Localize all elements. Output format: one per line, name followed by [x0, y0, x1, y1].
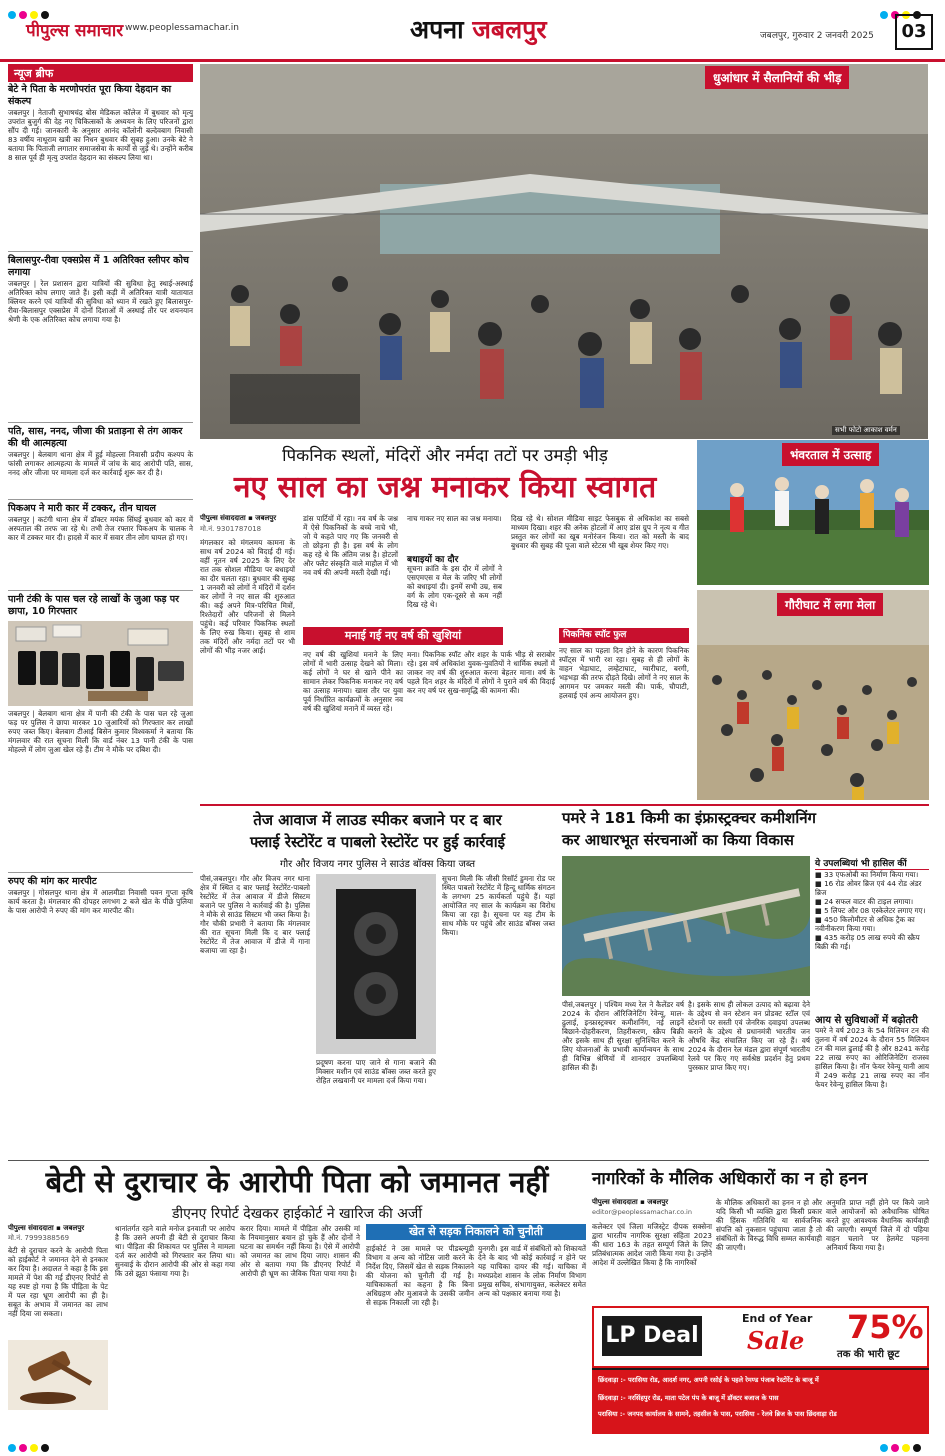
- byline-name: पीपुल्स संवाददाता: [8, 1224, 54, 1232]
- khushiyan-body-col2: मना। पिकनिक स्पॉट और शहर के पार्क भीड़ से सराबोर रहे। इस वर्ष अधिकांश युवक-युवतियों ने धार्मिक स्थलों में जाकर नए वर्ष की शुरुआत करना बेहतर माना। वर्ष के पहले दिन शहर के मंदिरों में लोगों ने पुराने वर्ष की विदाई कर नए वर्ष पर सुख-समृद्धि की कामना की।: [407, 650, 555, 695]
- rights-body-col3: अनुमति प्राप्त नहीं होने पर किये जाने वाले आयोजनों को अवैधानिक घोषित करते हुए आवश्यक वैधानिक कार्यवाही की जाएगी। सम्पूर्ण जिले में दो पहिया वाहन चलाने पर हेलमेट पहनना अनिवार्य किया गया है।: [826, 1198, 929, 1252]
- achievement-text: 24 सफल वाटर की टाइल लगाया।: [824, 897, 914, 906]
- photo-credit: सभी फोटो आकाश वर्मन: [832, 426, 900, 435]
- brief-item: [8, 426, 193, 496]
- khushiyan-headline: मनाई गई नए वर्ष की खुशियां: [303, 627, 503, 645]
- masthead: [0, 0, 945, 62]
- bail-body-col1: बेटी से दुराचार करने के आरोपी पिता को हाईकोर्ट ने जमानत देने से इनकार कर दिया है। अदालत ने कहा है कि इस मामले में पेश की गई डीएनए रिपोर्ट से यह स्पष्ट हो गया है कि पीड़िता के पेट में पल रहा भ्रूण आरोपी का ही है। सबूत के अभाव में जमानत का लाभ नहीं दिया जा सकता।: [8, 1246, 108, 1318]
- sound-box-photo: [316, 874, 436, 1054]
- achievement-item: ■ 5 लिफ्ट और 08 एस्केलेटर लगाए गए।: [815, 906, 926, 915]
- lead-headline: नए साल का जश्न मनाकर किया स्वागत: [233, 470, 657, 505]
- ad-percent: 75%: [847, 1308, 924, 1346]
- achievement-text: 5 लिफ्ट और 08 एस्केलेटर लगाए गए।: [824, 906, 926, 915]
- picnic-body: नए साल का पहला दिन होने के कारण पिकनिक स्पॉट्स में भारी रश रहा। सुबह से ही लोगों के वाहन भेड़ाघाट, लम्हेटाघाट, ग्वारीघाट, बरगी, भड़भड़ा की तरफ दौड़ते दिखे। लोगों ने नए साल के आगमन पर जमकर मस्ती की। पार्क, चौपाटी, हलवाई एवं अन्य आयोजन हुए।: [559, 646, 689, 700]
- brief-item: [8, 503, 193, 587]
- edition-date: जबलपुर, गुरुवार 2 जनवरी 2025: [760, 31, 874, 41]
- photo-tag-bhanwartal: भंवरताल में उत्साह: [782, 443, 879, 466]
- ad-eoy: End of Year: [742, 1312, 813, 1325]
- lead-mobile: मो.नं. 9301787018: [200, 525, 262, 533]
- bhanwartal-photo: [697, 440, 929, 585]
- news-brief-label: न्यूज ब्रीफ: [8, 64, 193, 82]
- achievement-text: 16 रोड ओवर ब्रिज एवं 44 रोड अंडर ब्रिज: [815, 879, 922, 897]
- achievement-text: 33 एफओबी का निर्माण किया गया।: [824, 870, 919, 879]
- photo-tag-gaurighat: गौरीघाट में लगा मेला: [777, 593, 883, 616]
- brand-logo: पीपुल्स समाचार: [26, 21, 124, 41]
- fair-crowd-image: [697, 590, 929, 800]
- divider: [8, 1160, 929, 1161]
- brief-headline: बेटे ने पिता के मरणोपरांत पूरा किया देहदान का संकल्प: [8, 84, 172, 107]
- seized-phones-image: [8, 621, 193, 706]
- achievement-item: ■ 16 रोड ओवर ब्रिज एवं 44 रोड अंडर ब्रिज: [815, 879, 922, 897]
- loudspeaker-headline-2: फ्लाई रेस्टोरेंट व पाबलो रेस्टोरेंट पर हुई कार्रवाई: [250, 833, 505, 851]
- gavel-image: [8, 1340, 108, 1410]
- wcr-body-col2: है। इसके साथ ही लोकल उत्पाद को बढ़ावा देने के उद्देश्य से वन स्टेशन वन प्रोडक्ट स्टॉल एवं स्टेशनों पर सस्ती एवं जेनरिक दवाइयां उपलब्ध कराने के उद्देश्य से प्रधानमंत्री भारतीय जन औषधि केंद्र संचालित किए जा रहे हैं। वर्ष 2024 के दौरान रेल मंडल द्वारा संपूर्ण भारतीय रेलवे पर किए गए सर्वश्रेष्ठ प्रदर्शन हेतु प्रथम पुरस्कार प्राप्त किए गए।: [688, 1000, 810, 1072]
- lead-body-col4: दिख रहे थे। सोशल मीडिया साइट फेसबुक से अधिकांश का सबसे माध्यम दिखा। शहर की अनेक होटलों में आए डांस ग्रुप ने नृत्य व गीत प्रस्तुत कर लोगों का खूब मनोरंजन किया। रात को मस्ती के बाद बुधवार की सुबह की पूजा वाले स्टेटस भी खूब शेयर किए गए।: [511, 514, 689, 550]
- brief-headline: पानी टंकी के पास चल रहे लाखों के जुआ फड़ पर छापा, 10 गिरफ्तार: [8, 594, 180, 617]
- rights-email[interactable]: editor@peoplessamachar.co.in: [592, 1208, 692, 1216]
- lead-kicker: पिकनिक स्थलों, मंदिरों और नर्मदा तटों पर उमड़ी भीड़: [282, 446, 608, 466]
- lead-body-col2: डांस पार्टियों में रहा। नव वर्ष के जश्न में ऐसे पिकनिकों के बच्चे नाचे भी, जो ये कहते पाए गए कि जनवरी से तो छोड़ना ही है। इस वर्ष के लोग कह रहे थे कि अंतिम जश्न है। होटलों और फ्लैट संस्कृति वाले माहौल में भी नव वर्ष की अपनी मस्ती देखी गई।: [303, 514, 398, 577]
- lead-body-col1: मंगलकार को मंगलमय कामना के साथ वर्ष 2024 को विदाई दी गई। वहीं नूतन वर्ष 2025 के लिए देर रात तक सोशल मीडिया पर बधाइयों का दौर चलता रहा। बुधवार की सुबह 1 जनवरी को लोगों ने मंदिरों में दर्शन कर लोगों ने नए साल की शुरुआत की। कई अपने मित्र-परिचित मित्रों, रिश्तेदारों और परिजनों से मिलने पहुंचे। कई परिवार पिकनिक स्थलों के लिए रुख किया। सुबह से शाम तक मंदिरों और नर्मदा तटों पर भी लोगों की भीड़ नजर आई।: [200, 538, 295, 655]
- brief-headline: पिकअप ने मारी कार में टक्कर, तीन घायल: [8, 503, 156, 514]
- brief-body: जबलपुर | बेलबाग थाना क्षेत्र में पानी की टंकी के पास चल रहे जुआ फड़ पर पुलिस ने छापा मारकर 10 जुआरियों को गिरफ्तार कर लाखों रुपए जब्त किए। बेलबाग टीआई बिसेन कुमार विश्वकर्मा ने बताया कि मंगलवार की रात सूचना मिली कि वार्ड नंबर 13 पानी टंकी के पास मोहल्ले में लोग जुआ खेल रहे हैं। टीम ने मौके पर दबिश दी।: [8, 709, 193, 754]
- achievement-item: ■ 24 सफल वाटर की टाइल लगाया।: [815, 897, 914, 906]
- byline-city: जबलपुर: [647, 1198, 669, 1206]
- footer-registration-marks: [8, 1437, 52, 1456]
- loudspeaker-body-col2: सूचना मिली कि जीसी रिसॉर्ट डुमना रोड पर स्थित पाबलो रेस्टोरेंट में हिन्दू धार्मिक संगठन के लगभग 25 कार्यकर्ता पहुंचे हैं। यहां आयोजित नए साल के कार्यक्रम का विरोध किया जा रहा है। सूचना पर यह टीम के साथ मौके पर पहुंचे और साउंड बॉक्स जब्त किया।: [442, 874, 555, 937]
- brief-body: जबलपुर | कटंगी थाना क्षेत्र में डॉक्टर मयंक सिंघई बुधवार को कार में अस्पताल की तरफ जा रहे थे। तभी तेज रफ्तार पिकअप के चालक ने कार में टक्कर मार दी। हादसे में कार में सवार तीन लोग घायल हो गए।: [8, 515, 193, 542]
- footer-registration-marks-right: [880, 1437, 924, 1456]
- achievement-item: ■ 435 करोड़ 05 लाख रुपये की स्क्रैप बिक्री की गई।: [815, 933, 920, 951]
- news-brief-column: [8, 84, 193, 915]
- section-divider: [200, 804, 929, 806]
- loudspeaker-subhead: गौर और विजय नगर पुलिस ने साउंड बॉक्स किया जब्त: [279, 859, 476, 870]
- rights-body-col2: के मौलिक अधिकारों का हनन न हो और यदि किसी भी व्यक्ति द्वारा किसी प्रकार की हिंसक गतिविधि या सार्वजनिक संपत्ति को नुकसान पहुंचाया जाता है तो संबंधितों के विरुद्ध विधि सम्मत कार्यवाही की जाएगी।: [716, 1198, 822, 1252]
- brief-headline: पति, सास, ननद, जीजा की प्रताड़ना से तंग आकर की थी आत्महत्या: [8, 426, 183, 449]
- income-body: पमरे ने वर्ष 2023 के 54 मिलियन टन की तुलना में वर्ष 2024 के दौरान 55 मिलियन टन की माल ढुलाई की है और 8241 करोड़ 22 लाख रुपए का ओरिजिनेटिंग राजस्व हासिल किया है। नॉन फेयर रेवेन्यू यानी आय में 249 करोड़ 21 लाख रुपए का नॉन फेयर रेवेन्यू हासिल किया है।: [815, 1026, 929, 1089]
- photo-tag-dhuandhar: धुआंधार में सैलानियों की भीड़: [705, 66, 849, 89]
- byline-name: पीपुल्स संवाददाता: [592, 1198, 638, 1206]
- achievement-text: 435 करोड़ 05 लाख रुपये की स्क्रैप बिक्री की गई।: [815, 933, 920, 951]
- gavel-photo: [8, 1340, 108, 1410]
- income-heading: आय से सुविधाओं में बढ़ोतरी: [815, 1015, 918, 1026]
- lead-subhead: बधाइयों का दौर: [407, 555, 459, 565]
- lead-body-col3: नाच गाकर नए साल का जश्न मनाया।: [407, 514, 502, 523]
- ad-brand: LP Deal: [602, 1316, 702, 1356]
- bail-headline: बेटी से दुराचार के आरोपी पिता को जमानत नहीं: [45, 1165, 549, 1199]
- section-title-a: अपना: [410, 15, 464, 44]
- byline-city: जबलपुर: [255, 514, 277, 522]
- lead-byline: पीपुल्स संवाददाता ▪ जबलपुर: [200, 514, 277, 522]
- khet-headline: खेत से सड़क निकालने को चुनौती: [366, 1224, 586, 1240]
- page-number: 03: [895, 14, 933, 50]
- achievements-list: [815, 870, 929, 970]
- ad-sale: Sale: [747, 1326, 805, 1355]
- bail-mobile: मो.नं. 7999388569: [8, 1234, 70, 1242]
- achievement-item: ■ 33 एफओबी का निर्माण किया गया।: [815, 870, 919, 879]
- brief-headline: रुपए की मांग कर मारपीट: [8, 876, 97, 887]
- wcr-headline-1: पमरे ने 181 किमी का इंफ्रास्ट्रक्चर कमीशनिंग: [562, 809, 816, 827]
- rights-body-col1: कलेक्टर एवं जिला मजिस्ट्रेट दीपक सक्सेना द्वारा भारतीय नागरिक सुरक्षा संहिता 2023 की धारा 163 के तहत सम्पूर्ण जिले के लिए प्रतिबंधात्मक आदेश जारी किया गया है। उन्होंने आदेश में उल्लेखित किया है कि नागरिकों: [592, 1222, 712, 1267]
- brief-item: [8, 84, 193, 248]
- brief-body: जबलपुर | गोसलपुर थाना क्षेत्र में आलमीडा निवासी पवन गुप्ता कृषि कार्य करता है। मंगलवार की दोपहर लगभग 2 बजे खेत के पीछे पुलिया के पास आरोपी ने रुपए की मांग कर मारपीट की।: [8, 888, 193, 915]
- byline-city: जबलपुर: [63, 1224, 85, 1232]
- loudspeaker-headline-1: तेज आवाज में लाउड स्पीकर बजाने पर द बार: [253, 811, 502, 829]
- bail-byline: पीपुल्स संवाददाता ▪ जबलपुर: [8, 1224, 85, 1232]
- crowd-image: [200, 64, 928, 439]
- wcr-headline-2: कर आधारभूत संरचनाओं का किया विकास: [562, 831, 794, 849]
- brief-headline: बिलासपुर-रीवा एक्सप्रेस में 1 अतिरिक्त स्लीपर कोच लगाया: [8, 255, 189, 278]
- gaurighat-photo: [697, 590, 929, 800]
- bail-subhead: डीएनए रिपोर्ट देखकर हाईकोर्ट ने खारिज की अर्जी: [172, 1206, 422, 1222]
- picnic-headline: पिकनिक स्पॉट फुल: [559, 628, 689, 643]
- ad-address-2: छिंदवाड़ा :- नरसिंहपुर रोड, माता पटेल पंप के बाजू में डॉक्टर बजाज के पास: [598, 1394, 779, 1402]
- lp-deal-ad[interactable]: [592, 1306, 929, 1434]
- khet-body-col1: हाईकोर्ट ने उस मामले पर पीडब्ल्यूडी विभाग व अन्य को नोटिस जारी करने के निर्देश दिए, जिसमें खेत से सड़क निकालने की योजना को चुनौती दी गई है। याचिकाकर्ता का कहना है कि बिना अधिग्रहण और मुआवजे के उसकी जमीन से सड़क निकाली जा रही है।: [366, 1244, 474, 1307]
- sound-box-caption: प्रदूषण करना पाए जाने से गाना बजाने की मिक्सर मशीन एवं साउंड बॉक्स जब्त करते हुए रोहित लखवानी पर मामला दर्ज किया गया।: [316, 1058, 436, 1085]
- railway-bridge-image: [562, 856, 810, 996]
- section-title-b: जबलपुर: [472, 15, 547, 44]
- dhuandhar-crowd-photo: [200, 64, 928, 439]
- lead-body-col3b: सूचना क्रांति के इस दौर में लोगों ने एसएमएस व मेल के जरिए भी लोगों को बधाइयां दी। इनमें सभी उम्र, सब वर्ग के लोग एक-दूसरे से कम नहीं दिख रहे थे।: [407, 564, 502, 609]
- brief-item: [8, 255, 193, 419]
- achievement-text: 450 किलोमीटर से अधिक ट्रैक का नवीनीकरण किया गया।: [815, 915, 915, 933]
- achievement-item: ■ 450 किलोमीटर से अधिक ट्रैक का नवीनीकरण किया गया।: [815, 915, 915, 933]
- achievements-heading: ये उपलब्धियां भी हासिल कीं: [815, 856, 929, 870]
- brief-body: जबलपुर | रेल प्रशासन द्वारा यात्रियों की सुविधा हेतु स्थाई-अस्थाई अतिरिक्त कोच लगाए जाते हैं। इसी कड़ी में अतिरिक्त यात्री यातायात क्लियर करने एवं यात्रियों की सुविधा को ध्यान में रखते हुए बिलासपुर-रीवा-बिलासपुर एक्सप्रेस में दोनों दिशाओं में अस्थाई तौर पर शयनयान श्रेणी के एक अतिरिक्त कोच लगाया गया है।: [8, 279, 193, 324]
- byline-name: पीपुल्स संवाददाता: [200, 514, 246, 522]
- rights-byline: पीपुल्स संवाददाता ▪ जबलपुर: [592, 1198, 669, 1206]
- section-title: [410, 12, 547, 46]
- gambling-evidence-photo: [8, 621, 193, 706]
- bail-body-col3: करार दिया। मामले में पीड़िता और उसकी मां के नियमानुसार बयान हो चुके हैं और दोनों ने घटना का समर्थन नहीं किया है। ऐसे में आरोपी को जमानत का लाभ दिया जाए। शासन की ओर से बताया गया कि डीएनए रिपोर्ट में आरोपी ही भ्रूण का जैविक पिता पाया गया है।: [240, 1224, 360, 1278]
- loudspeaker-body-col1: पीसं,जबलपुर। गौर और विजय नगर थाना क्षेत्र में स्थित द बार फ्लाई रेस्टोरेंट-पाबलो रेस्टोरेंट में तेज आवाज में डीजे सिस्टम बजाने पर पुलिस ने कार्रवाई की है। पुलिस ने मौके से साउंड सिस्टम भी जब्त किया है। गौर चौकी प्रभारी ने बताया कि मंगलवार की रात सूचना मिली कि द बार फ्लाई रेस्टोरेंट में तेज आवाज में डीजे में गाना बजाया जा रहा है।: [200, 874, 310, 955]
- khushiyan-body-col1: नए वर्ष की खुशियां मनाने के लिए लोगों में भारी उत्साह देखने को मिला। कई लोगों ने घर से खाने पीने का सामान लेकर पिकनिक मनाकर नए वर्ष का उत्साह मनाया। खास तौर पर युवा पूर्व निर्धारित कार्यक्रमों के अनुसार नव वर्ष की खुशियां मनाने में व्यस्त रहे।: [303, 650, 403, 713]
- website-url[interactable]: www.peoplessamachar.in: [125, 23, 239, 33]
- brief-body: जबलपुर | नेताजी सुभाषचंद्र बोस मेडिकल कॉलेज में बुधवार को मृत्यु उपरांत बुजुर्ग की देह नए चिकित्सकों के अध्ययन के लिए परिजनों द्वारा सौंप दी गई। जानकारी के अनुसार आनंद कॉलोनी बल्देवबाग निवासी 83 वर्षीय नाथूराम खत्री का निधन बुधवार की सुबह हुआ। उनके बेटे ने बताया कि पिताजी लगातार समाजसेवा के कार्यों से जुड़े थे। उन्होंने करीब 8 साल पूर्व ही मृत्यु उपरांत देहदान का संकल्प लिया था।: [8, 108, 193, 162]
- bail-body-col2: थानांतर्गत रहने वाले मनोज इनवाती पर आरोप है कि उसने अपनी ही बेटी से दुराचार किया था। पीड़िता की शिकायत पर पुलिस ने मामला दर्ज कर आरोपी को गिरफ्तार कर लिया था। सुनवाई के दौरान आरोपी की ओर से कहा गया कि उसे झूठा फंसाया गया है।: [115, 1224, 235, 1278]
- bridge-photo: [562, 856, 810, 996]
- ad-tagline: तक की भारी छूट: [837, 1349, 900, 1360]
- brief-body: जबलपुर | बेलबाग थाना क्षेत्र में हुई मोहल्ला निवासी प्रदीप कश्यप के फांसी लगाकर आत्महत्या के मामले में जांच के बाद आरोपी पति, सास, ननद और जीजा पर मामला दर्ज कर कार्रवाई शुरू कर दी है।: [8, 450, 193, 477]
- ad-address-1: छिंदवाड़ा :- परासिया रोड, आदर्श नगर, अपनी रसोई के पहले रेमण्ड पंजाब रेस्टोरेंट के बाजू में: [598, 1376, 819, 1384]
- wcr-body-col1: पीसं,जबलपुर | पश्चिम मध्य रेल ने कैलेंडर वर्ष 2024 के दौरान ऑरिजिनेटिंग रेवेन्यू, माल-ढुलाई, इन्फ्रास्ट्रक्चर कमीशनिंग, नई लाइनें बिछाने-दोहरीकरण, तिहरीकरण, स्क्रैप बिक्री और इसके साथ ही सुरक्षा सुनिश्चित करने के लिए योजनाओं के प्रभावी कार्यान्वयन के साथ ही विभिन्न श्रेणियों में शानदार उपलब्धियां हासिल की हैं।: [562, 1000, 684, 1072]
- ad-address-3: परासिया :- जनपद कार्यालय के सामने, तहसील के पास, परासिया - रेलवे ब्रिज के पास छिंदवाड़ा रोड: [598, 1410, 837, 1418]
- rights-headline: नागरिकों के मौलिक अधिकारों का न हो हनन: [592, 1169, 868, 1189]
- khet-body-col2: युनगरी। इस वार्ड में संबंधितों को शिकायतें देने के बाद भी कोई कार्रवाई न होने पर यह याचिका दायर की गई। याचिका में मध्यप्रदेश शासन के लोक निर्माण विभाग प्रमुख सचिव, संभागायुक्त, कलेक्टर समेत अन्य को पक्षकार बनाया गया है।: [478, 1244, 586, 1298]
- speaker-image: [316, 874, 436, 1054]
